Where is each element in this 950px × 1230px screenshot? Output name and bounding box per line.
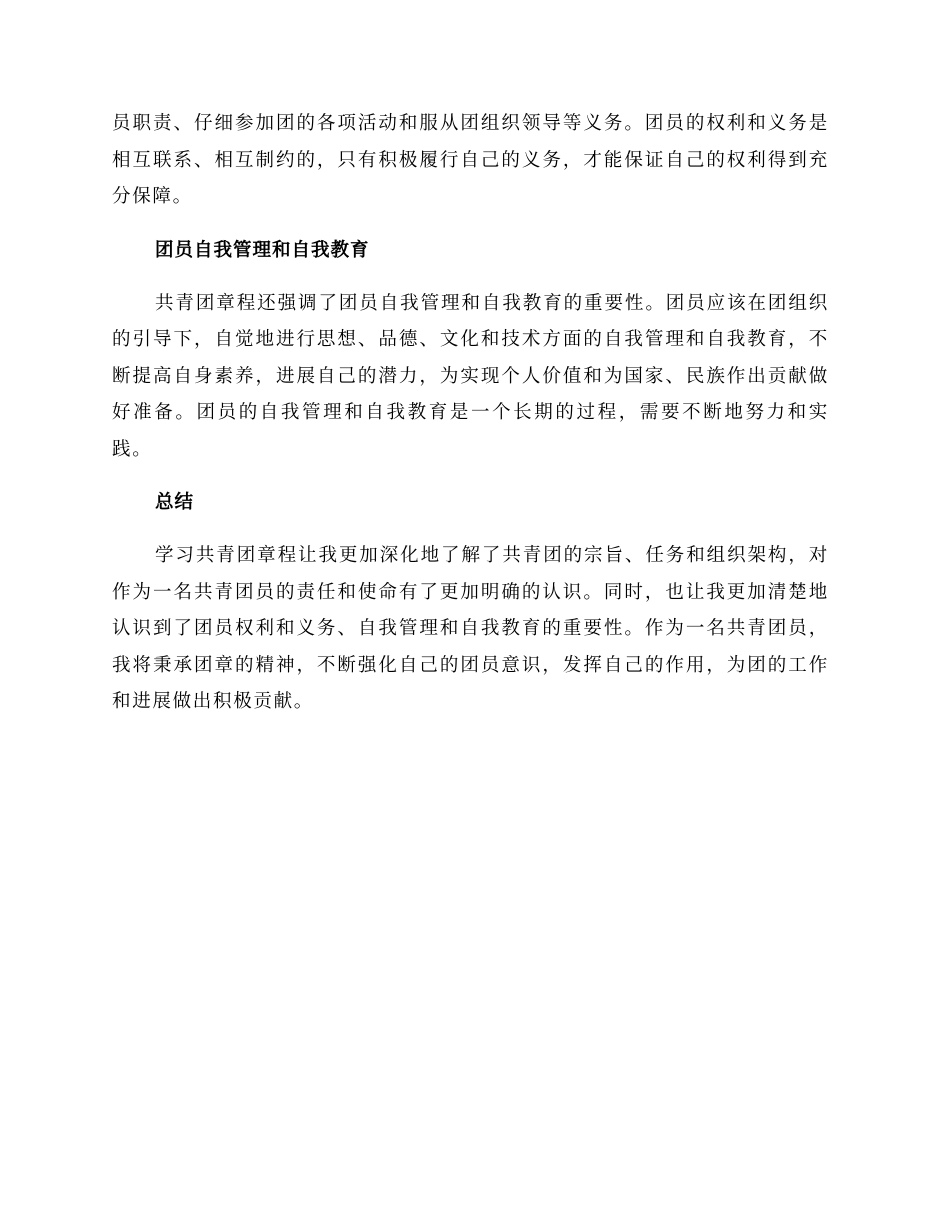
heading-summary: 总结 (155, 492, 195, 513)
paragraph-rights-duties: 员职责、仔细参加团的各项活动和服从团组织领导等义务。团员的权利和义务是相互联系、相互制约的，只有积极履行自己的义务，才能保证自己的权利得到充分保障。 (112, 113, 829, 207)
paragraph-summary: 学习共青团章程让我更加深化地了解了共青团的宗旨、任务和组织架构，对作为一名共青团员的责任和使命有了更加明确的认识。同时，也让我更加清楚地认识到了团员权利和义务、自我管理和自我教育的重要性。作为一名共青团员，我将秉承团章的精神，不断强化自己的团员意识，发挥自己的作用，为团的工作和进展做出积极贡献。 (112, 545, 829, 712)
heading-self-management: 团员自我管理和自我教育 (155, 239, 370, 261)
paragraph-self-management: 共青团章程还强调了团员自我管理和自我教育的重要性。团员应该在团组织的引导下，自觉地进行思想、品德、文化和技术方面的自我管理和自我教育，不断提高自身素养，进展自己的潜力，为实现个人价值和为国家、民族作出贡献做好准备。团员的自我管理和自我教育是一个长期的过程，需要不断地努力和实践。 (112, 292, 829, 460)
document-body (112, 106, 829, 721)
